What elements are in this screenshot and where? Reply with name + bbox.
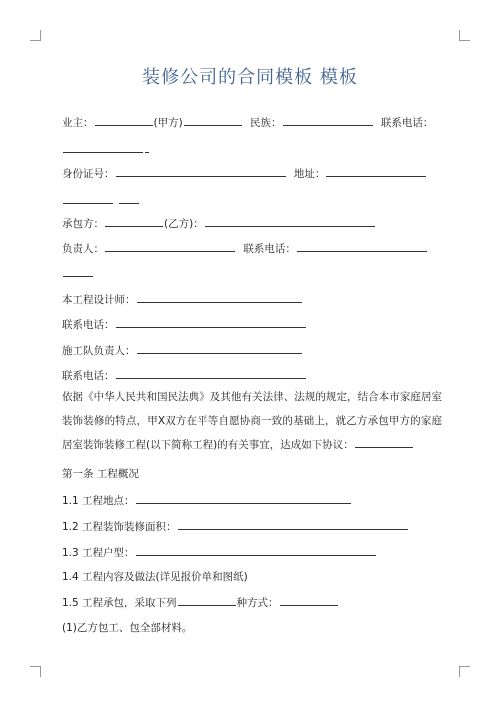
designer-phone-blank[interactable] xyxy=(116,316,306,328)
address-blank-continued[interactable] xyxy=(63,192,113,204)
address-label: 地址： xyxy=(293,168,326,180)
designer-phone-label: 联系电话： xyxy=(62,319,115,331)
party-b-blank[interactable] xyxy=(205,215,375,227)
team-leader-blank[interactable] xyxy=(137,342,302,354)
decoration-area-blank[interactable] xyxy=(178,518,408,530)
contractor-phone-blank-continued[interactable] xyxy=(63,265,93,277)
owner-line xyxy=(62,114,433,130)
id-number-blank[interactable] xyxy=(116,165,286,177)
ethnicity-label: 民族： xyxy=(250,117,282,129)
designer-label: 本工程设计师： xyxy=(62,294,136,306)
article-1-heading-text: 第一条 工程概况 xyxy=(62,468,139,480)
contractor-phone-label: 联系电话： xyxy=(243,243,296,255)
contractor-label: 承包方： xyxy=(62,218,104,230)
item-1-5-label-b: 种方式： xyxy=(236,597,279,609)
intro-paragraph xyxy=(62,385,442,457)
item-1-4-line xyxy=(62,569,248,585)
item-1-5-option-1-text: (1)乙方包工、包全部材料。 xyxy=(62,622,193,634)
page-corner-mark-top-right xyxy=(459,30,470,41)
contractor-phone-continuation xyxy=(62,265,94,281)
designer-line xyxy=(62,291,303,307)
intro-paragraph-text: 依据《中华人民共和国民法典》及其他有关法律、法规的规定，结合本市家庭居室装饰装修的特点，甲X双方在平等自愿协商一致的基础上，就乙方承包甲方的家庭居室装饰装修工程(以下简称工程)的有关事宜，达成如下协议： xyxy=(62,391,442,451)
owner-phone-blank-tail[interactable] xyxy=(145,141,149,153)
contractor-blank[interactable] xyxy=(105,215,163,227)
party-a-blank[interactable] xyxy=(184,114,242,126)
party-b-label: (乙方)： xyxy=(164,218,204,230)
document-title: 装修公司的合同模板 模板 xyxy=(142,67,358,88)
team-leader-phone-line xyxy=(62,367,307,383)
article-1-heading xyxy=(62,466,139,482)
project-location-blank[interactable] xyxy=(136,492,351,504)
ethnicity-blank[interactable] xyxy=(283,114,373,126)
owner-name-blank[interactable] xyxy=(95,114,153,126)
contractor-phone-blank[interactable] xyxy=(297,240,427,252)
owner-phone-blank[interactable] xyxy=(63,141,143,153)
item-1-3-line xyxy=(62,544,377,560)
item-1-3-label: 1.3 工程户型： xyxy=(62,547,135,559)
unit-type-blank[interactable] xyxy=(136,544,376,556)
person-in-charge-blank[interactable] xyxy=(105,240,235,252)
team-leader-phone-label: 联系电话： xyxy=(62,370,115,382)
item-1-2-line xyxy=(62,518,409,534)
designer-phone-line xyxy=(62,316,307,332)
id-line xyxy=(62,165,427,181)
team-leader-line xyxy=(62,342,303,358)
page-corner-mark-bottom-right xyxy=(459,666,470,677)
page-corner-mark-top-left xyxy=(30,30,41,41)
item-1-5-line xyxy=(62,594,339,610)
item-1-1-label: 1.1 工程地点： xyxy=(62,495,135,507)
contract-mode-blank[interactable] xyxy=(178,594,236,606)
id-label: 身份证号： xyxy=(62,168,115,180)
team-leader-label: 施工队负责人： xyxy=(62,345,136,357)
item-1-2-label: 1.2 工程装饰装修面积： xyxy=(62,521,177,533)
designer-blank[interactable] xyxy=(137,291,302,303)
person-in-charge-line xyxy=(62,240,428,256)
intro-blank[interactable] xyxy=(355,436,413,448)
contractor-line xyxy=(62,215,376,231)
person-in-charge-label: 负责人： xyxy=(62,243,104,255)
item-1-5-label-a: 1.5 工程承包，采取下列 xyxy=(62,597,177,609)
address-continuation xyxy=(62,192,140,208)
contract-mode-choice-blank[interactable] xyxy=(280,594,338,606)
team-leader-phone-blank[interactable] xyxy=(116,367,306,379)
item-1-1-line xyxy=(62,492,352,508)
party-a-label: (甲方) xyxy=(153,117,183,129)
address-blank[interactable] xyxy=(326,165,426,177)
page-corner-mark-bottom-left xyxy=(30,666,41,677)
item-1-5-option-1-line xyxy=(62,620,192,636)
owner-phone-label: 联系电话： xyxy=(380,117,434,129)
address-blank-tail[interactable] xyxy=(119,192,139,204)
owner-label: 业主： xyxy=(62,117,94,129)
owner-phone-continuation xyxy=(62,141,150,157)
item-1-4-text: 1.4 工程内容及做法(详见报价单和图纸) xyxy=(62,571,248,583)
